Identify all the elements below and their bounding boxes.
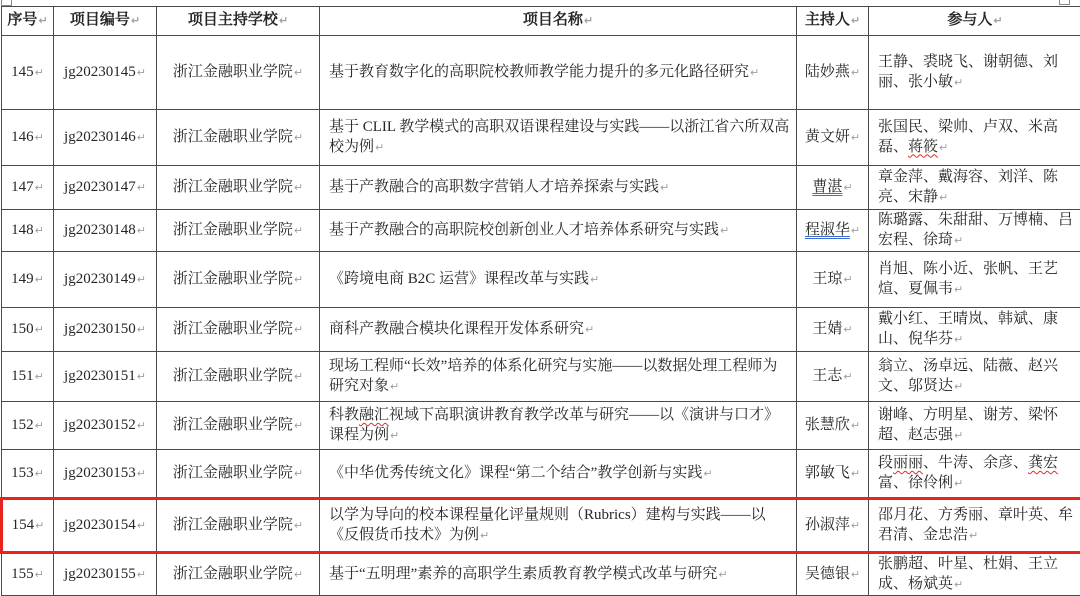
eol-mark: ↵ [136, 518, 146, 532]
header-label: 参与人 [947, 12, 993, 29]
eol-mark: ↵ [703, 466, 713, 480]
eol-mark: ↵ [34, 223, 44, 237]
cell-leader [797, 308, 869, 352]
cell-school [157, 499, 320, 553]
eol-mark: ↵ [850, 14, 861, 28]
cell-text-spell-marked: 龚宏 [1028, 455, 1059, 471]
cell-text: 翁立、汤卓远、陆薇、赵兴文、邬贤达 [878, 358, 1059, 394]
cell-school [157, 252, 320, 308]
cell-serial [2, 36, 54, 110]
eol-mark: ↵ [850, 567, 861, 581]
cell-participants [869, 553, 1080, 596]
cell-text: 《中华优秀传统文化》课程“第二个结合”教学创新与实践 [329, 464, 703, 481]
cell-text: 陈璐露、朱甜甜、万博楠、吕宏程、徐琦 [878, 212, 1074, 248]
cell-participants [869, 352, 1080, 402]
cell-school [157, 553, 320, 596]
cell-school [157, 166, 320, 210]
cell-text: 段 [878, 455, 894, 471]
cell-text: 154 [11, 516, 35, 533]
eol-mark: ↵ [34, 130, 44, 144]
cell-serial [2, 402, 54, 450]
cell-participants [869, 499, 1080, 553]
table-row [2, 352, 1080, 402]
cell-school [157, 210, 320, 252]
cell-text: 148 [11, 221, 34, 238]
cell-leader [797, 553, 869, 596]
cell-code [54, 402, 157, 450]
eol-mark: ↵ [293, 518, 304, 532]
cell-school [157, 402, 320, 450]
cell-text: 浙江金融职业学院 [172, 516, 293, 533]
cell-text: 张国民、梁帅、卢双、米高磊、 [878, 119, 1059, 155]
cell-code [54, 110, 157, 166]
cell-name [320, 166, 797, 210]
eol-mark: ↵ [34, 369, 44, 383]
eol-mark: ↵ [590, 272, 600, 286]
cell-participants [869, 36, 1080, 110]
cell-text: 浙江金融职业学院 [172, 63, 293, 80]
eol-mark: ↵ [293, 466, 304, 480]
table-row [2, 402, 1080, 450]
eol-mark: ↵ [843, 322, 853, 336]
cell-serial [2, 252, 54, 308]
eol-mark: ↵ [136, 223, 146, 237]
cell-school [157, 308, 320, 352]
cell-text: 152 [11, 416, 34, 433]
eol-mark: ↵ [954, 577, 964, 591]
eol-mark: ↵ [390, 379, 400, 393]
cell-code [54, 499, 157, 553]
cell-text: jg20230149 [64, 270, 136, 287]
cell-leader [797, 252, 869, 308]
cell-text: 基于教育数字化的高职院校教师教学能力提升的多元化路径研究 [329, 63, 750, 80]
header-label: 项目主持学校 [187, 12, 278, 29]
cell-text: 谢峰、方明星、谢芳、梁怀超、赵志强 [878, 407, 1059, 443]
cell-text: 146 [11, 128, 34, 145]
cell-serial [2, 210, 54, 252]
cell-text: 邵月花、方秀丽、章叶英、牟君清、金忠浩 [878, 507, 1074, 543]
cell-text: 黄文妍 [804, 128, 850, 145]
cell-text: 郭敏飞 [804, 464, 850, 481]
header-serial [2, 7, 54, 36]
eol-mark: ↵ [583, 14, 594, 28]
cell-name [320, 553, 797, 596]
cell-text: jg20230154 [64, 516, 136, 533]
cell-text: 商科产教融合模块化课程开发体系研究 [329, 320, 585, 337]
eol-mark: ↵ [293, 272, 304, 286]
cell-text: 视域下高职演讲教育教学改革与研究——以《演讲与口才》课程为例 [329, 407, 780, 443]
table-row [2, 252, 1080, 308]
cell-name [320, 402, 797, 450]
table-header [2, 7, 1080, 36]
cell-leader [797, 402, 869, 450]
cell-text: jg20230145 [64, 63, 136, 80]
cell-participants [869, 308, 1080, 352]
eol-mark: ↵ [850, 130, 861, 144]
eol-mark: ↵ [136, 369, 146, 383]
cell-text: jg20230153 [64, 464, 136, 481]
cell-text: 张鹏超、叶星、杜娟、王立成、杨斌英 [878, 556, 1059, 592]
cell-text: 戴小红、王晴岚、韩斌、康山、倪华芬 [878, 311, 1059, 347]
cell-serial [2, 553, 54, 596]
cell-code [54, 36, 157, 110]
table-row-highlighted [2, 499, 1080, 553]
eol-mark: ↵ [278, 14, 289, 28]
cell-participants [869, 450, 1080, 499]
eol-mark: ↵ [136, 130, 146, 144]
cell-text: 张慧欣 [804, 416, 850, 433]
cell-serial [2, 450, 54, 499]
eol-mark: ↵ [750, 65, 760, 79]
cell-text-spell-marked: 丽丽 [893, 455, 924, 471]
eol-mark: ↵ [293, 369, 304, 383]
eol-mark: ↵ [660, 180, 670, 194]
eol-mark: ↵ [34, 322, 44, 336]
cell-text: jg20230148 [64, 221, 136, 238]
cell-school [157, 450, 320, 499]
eol-mark: ↵ [38, 14, 48, 28]
eol-mark: ↵ [939, 140, 949, 154]
eol-mark: ↵ [293, 223, 304, 237]
eol-mark: ↵ [969, 528, 979, 542]
cell-text: 浙江金融职业学院 [172, 128, 293, 145]
cell-name [320, 210, 797, 252]
eol-mark: ↵ [136, 466, 146, 480]
cell-text-grammar-marked: 曹湛 [812, 178, 843, 195]
cell-serial [2, 352, 54, 402]
cell-text: 浙江金融职业学院 [172, 221, 293, 238]
header-label: 主持人 [804, 12, 850, 29]
eol-mark: ↵ [939, 190, 949, 204]
header-label: 项目编号 [69, 12, 130, 29]
eol-mark: ↵ [850, 466, 861, 480]
header-participants [869, 7, 1080, 36]
cell-text: 浙江金融职业学院 [172, 367, 293, 384]
table-row [2, 450, 1080, 499]
eol-mark: ↵ [34, 180, 44, 194]
cell-text: 浙江金融职业学院 [172, 565, 293, 582]
cell-text: 肖旭、陈小近、张帆、王艺煊、夏佩韦 [878, 261, 1059, 297]
eol-mark: ↵ [390, 428, 400, 442]
eol-mark: ↵ [954, 428, 964, 442]
cell-text: 王静、裘晓飞、谢朝德、刘丽、张小敏 [878, 54, 1059, 90]
cell-leader [797, 450, 869, 499]
cell-text: 以学为导向的校本课程量化评量规则（Rubrics）建构与实践——以《反假货币技术》为例 [329, 507, 766, 543]
cell-name [320, 252, 797, 308]
eol-mark: ↵ [375, 140, 385, 154]
cell-text: 浙江金融职业学院 [172, 320, 293, 337]
eol-mark: ↵ [843, 369, 853, 383]
cell-text: 浙江金融职业学院 [172, 270, 293, 287]
cell-text-grammar-marked: 程淑华 [804, 221, 850, 238]
table-row [2, 210, 1080, 252]
cell-code [54, 252, 157, 308]
eol-mark: ↵ [136, 567, 146, 581]
cell-text: 153 [11, 464, 34, 481]
cell-name [320, 308, 797, 352]
cell-leader [797, 499, 869, 553]
cell-participants [869, 110, 1080, 166]
cell-text: 吴德银 [804, 565, 850, 582]
cell-text: jg20230151 [64, 367, 136, 384]
cell-text: 基于“五明理”素养的高职学生素质教育教学模式改革与研究 [329, 565, 718, 582]
cell-text: 149 [11, 270, 34, 287]
eol-mark: ↵ [293, 130, 304, 144]
eol-mark: ↵ [293, 567, 304, 581]
eol-mark: ↵ [850, 65, 861, 79]
header-label: 序号 [7, 12, 38, 29]
cell-code [54, 553, 157, 596]
cell-text: 150 [11, 320, 34, 337]
cell-text: jg20230152 [64, 416, 136, 433]
header-row [2, 7, 1080, 36]
cell-text: 基于 CLIL 教学模式的高职双语课程建设与实践——以浙江省六所双高校为例 [329, 119, 790, 155]
cell-text: 富、徐伶俐 [878, 474, 954, 491]
cell-serial [2, 110, 54, 166]
cell-text-spell-marked: 融汇 [359, 407, 390, 423]
eol-mark: ↵ [720, 223, 730, 237]
cell-serial [2, 308, 54, 352]
cell-school [157, 352, 320, 402]
cell-text: 浙江金融职业学院 [172, 178, 293, 195]
eol-mark: ↵ [136, 272, 146, 286]
table-row [2, 36, 1080, 110]
cell-text: 155 [11, 565, 34, 582]
cell-text: 现场工程师“长效”培养的体系化研究与实施——以数据处理工程师为研究对象 [329, 358, 778, 394]
cell-text: 基于产教融合的高职数字营销人才培养探索与实践 [329, 178, 660, 195]
table-row [2, 553, 1080, 596]
header-name [320, 7, 797, 36]
eol-mark: ↵ [35, 518, 45, 532]
eol-mark: ↵ [850, 418, 861, 432]
cell-text: 151 [11, 367, 34, 384]
cell-text: 浙江金融职业学院 [172, 464, 293, 481]
cell-code [54, 450, 157, 499]
eol-mark: ↵ [34, 567, 44, 581]
cell-leader [797, 110, 869, 166]
cell-text: 《跨境电商 B2C 运营》课程改革与实践 [329, 270, 590, 287]
eol-mark: ↵ [34, 466, 44, 480]
cell-text: 科教 [329, 407, 360, 423]
eol-mark: ↵ [850, 223, 861, 237]
cell-leader [797, 166, 869, 210]
eol-mark: ↵ [954, 233, 964, 247]
cell-text: 王婧 [812, 320, 843, 337]
eol-mark: ↵ [34, 65, 44, 79]
cell-serial [2, 166, 54, 210]
eol-mark: ↵ [843, 180, 853, 194]
eol-mark: ↵ [293, 65, 304, 79]
cell-leader [797, 210, 869, 252]
cell-name [320, 450, 797, 499]
eol-mark: ↵ [850, 518, 861, 532]
eol-mark: ↵ [34, 418, 44, 432]
cell-text: jg20230147 [64, 178, 136, 195]
cell-text: jg20230146 [64, 128, 136, 145]
eol-mark: ↵ [954, 379, 964, 393]
table-row [2, 308, 1080, 352]
project-approval-table [0, 6, 1080, 596]
table-handle-fragment-right [1059, 0, 1070, 5]
eol-mark: ↵ [136, 65, 146, 79]
eol-mark: ↵ [130, 14, 141, 28]
cell-code [54, 166, 157, 210]
eol-mark: ↵ [136, 322, 146, 336]
cell-school [157, 110, 320, 166]
cell-name [320, 36, 797, 110]
cell-text: 145 [11, 63, 34, 80]
cell-text: 陆妙燕 [804, 63, 850, 80]
cell-text: 、牛涛、余彦、 [923, 455, 1029, 471]
cell-participants [869, 252, 1080, 308]
eol-mark: ↵ [136, 418, 146, 432]
cell-name [320, 352, 797, 402]
eol-mark: ↵ [954, 282, 964, 296]
header-leader [797, 7, 869, 36]
cell-name [320, 110, 797, 166]
cell-text: 基于产教融合的高职院校创新创业人才培养体系研究与实践 [329, 221, 720, 238]
eol-mark: ↵ [293, 322, 304, 336]
eol-mark: ↵ [954, 332, 964, 346]
eol-mark: ↵ [954, 476, 964, 490]
cell-text: 王琼 [812, 270, 843, 287]
cell-code [54, 308, 157, 352]
cell-serial [2, 499, 54, 553]
cell-leader [797, 36, 869, 110]
cell-leader [797, 352, 869, 402]
cell-participants [869, 210, 1080, 252]
header-school [157, 7, 320, 36]
cell-text: 章金萍、戴海容、刘洋、陈亮、宋静 [878, 169, 1059, 205]
cell-school [157, 36, 320, 110]
cell-participants [869, 402, 1080, 450]
eol-mark: ↵ [954, 75, 964, 89]
cell-text: 147 [11, 178, 34, 195]
eol-mark: ↵ [293, 418, 304, 432]
cell-text: jg20230150 [64, 320, 136, 337]
eol-mark: ↵ [718, 567, 728, 581]
cell-text: jg20230155 [64, 565, 136, 582]
cell-text: 浙江金融职业学院 [172, 416, 293, 433]
cell-text: 孙淑萍 [804, 516, 850, 533]
cell-text-spell-marked: 蒋筱 [908, 138, 939, 155]
eol-mark: ↵ [293, 180, 304, 194]
eol-mark: ↵ [34, 272, 44, 286]
eol-mark: ↵ [480, 528, 490, 542]
eol-mark: ↵ [136, 180, 146, 194]
cell-participants [869, 166, 1080, 210]
header-code [54, 7, 157, 36]
eol-mark: ↵ [843, 272, 853, 286]
table-row [2, 166, 1080, 210]
cell-text: 王志 [812, 367, 843, 384]
project-table-body [2, 36, 1080, 596]
table-row [2, 110, 1080, 166]
cell-code [54, 210, 157, 252]
eol-mark: ↵ [585, 322, 595, 336]
cell-name [320, 499, 797, 553]
cell-code [54, 352, 157, 402]
header-label: 项目名称 [522, 12, 583, 29]
eol-mark: ↵ [993, 14, 1003, 28]
